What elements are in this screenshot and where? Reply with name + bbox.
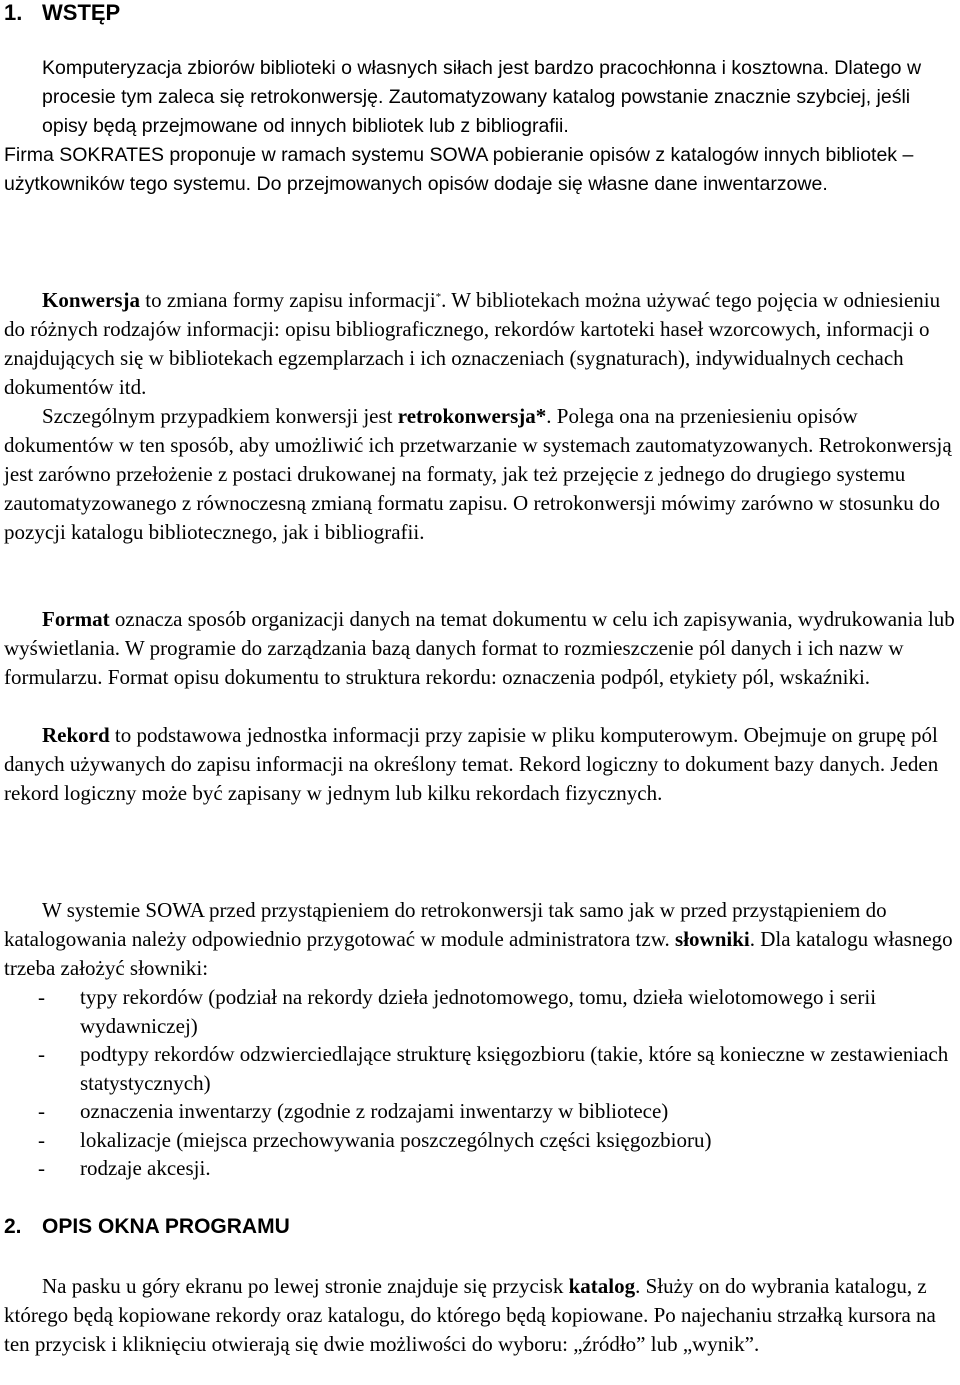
retrokonwersja-term: retrokonwersja*	[397, 404, 547, 428]
konwersja-paragraph: Konwersja to zmiana formy zapisu informacji*. W bibliotekach można używać tego pojęcia w odniesieniu do różnych rodzajów informacji: opisu bibliograficznego, rekordów kartoteki haseł wzorcowych, informacji o znajdujących się w bibliotekach egzemplarzach i ich oznaczeniach (sygnaturach), indywidualnych cechach dokumentów itd.	[4, 288, 941, 399]
list-item: - oznaczenia inwentarzy (zgodnie z rodzajami inwentarzy w bibliotece)	[38, 1099, 669, 1123]
list-item: - lokalizacje (miejsca przechowywania poszczególnych części księgozbioru)	[38, 1127, 712, 1152]
format-term: Format	[42, 607, 110, 631]
section-1-heading	[4, 0, 120, 26]
sowa-paragraph: W systemie SOWA przed przystąpieniem do retrokonwersji tak samo jak w przed przystąpieniem do katalogowania należy odpowiednio przygotować w module administratora tzw. słowniki. Dla katalogu własnego trzeba założyć słowniki:	[4, 898, 953, 980]
footnote-mark: *	[435, 291, 442, 303]
list-item: - rodzaje akcesji.	[38, 1156, 211, 1180]
konwersja-term: Konwersja	[42, 288, 140, 312]
section-2-heading	[4, 1214, 290, 1240]
section-2-number: 2.	[4, 1215, 22, 1238]
rekord-paragraph: Rekord to podstawowa jednostka informacji przy zapisie w pliku komputerowym. Obejmuje on grupę pól danych używanych do zapisu informacji na określony temat. Rekord logiczny to dokument bazy danych. Jeden rekord logiczny może być zapisany w jednym lub kilku rekordach fizycznych.	[4, 723, 939, 805]
retrokonwersja-paragraph: Szczególnym przypadkiem konwersji jest retrokonwersja*. Polega ona na przeniesieniu opisów dokumentów w ten sposób, aby umożliwić ich przetwarzanie w systemach zautomatyzowanych. Retrokonwersją jest zarówno przełożenie z postaci drukowanej na formaty, jak też przejęcie z jednego do drugiego systemu zautomatyzowanego z równoczesną zmianą formatu zapisu. O retrokonwersji mówimy zarówno w stosunku do pozycji katalogu bibliotecznego, jak i bibliografii.	[4, 404, 952, 544]
list-item: - typy rekordów (podział na rekordy dzieła jednotomowego, tomu, dzieła wielotomowego i serii wydawniczej)	[38, 985, 877, 1038]
intro-paragraph-1: Komputeryzacja zbiorów biblioteki o własnych siłach jest bardzo pracochłonna i kosztowna. Dlatego w procesie tym zaleca się retrokonwersję. Zautomatyzowany katalog powstanie znacznie szybciej, jeśli opisy będą przejmowane od innych bibliotek lub z bibliografii.	[42, 57, 922, 137]
section-1-number: 1.	[4, 0, 23, 25]
slowniki-term: słowniki	[675, 927, 750, 951]
opis-paragraph: Na pasku u góry ekranu po lewej stronie znajduje się przycisk katalog. Służy on do wybrania katalogu, z którego będą kopiowane rekordy oraz katalogu, do którego będą kopiowane. Po najechaniu strzałką kursora na ten przycisk i kliknięciu otwierają się dwie możliwości do wyboru: „źródło” lub „wynik”.	[4, 1274, 936, 1356]
rekord-term: Rekord	[42, 723, 110, 747]
dictionary-list	[4, 983, 956, 1183]
section-1-title: WSTĘP	[42, 0, 121, 25]
katalog-term: katalog	[568, 1274, 636, 1298]
intro-paragraph-2: Firma SOKRATES proponuje w ramach systemu SOWA pobieranie opisów z katalogów innych bibliotek – użytkowników tego systemu. Do przejmowanych opisów dodaje się własne dane inwentarzowe.	[4, 144, 914, 195]
list-item: - podtypy rekordów odzwierciedlające strukturę księgozbioru (takie, które są konieczne w zestawieniach statystycznych)	[38, 1042, 949, 1095]
format-paragraph: Format oznacza sposób organizacji danych na temat dokumentu w celu ich zapisywania, wydrukowania lub wyświetlania. W programie do zarządzania bazą danych format to rozmieszczenie pól danych i ich nazw w formularzu. Format opisu dokumentu to struktura rekordu: oznaczenia podpól, etykiety pól, wskaźniki.	[4, 607, 955, 689]
section-2-title: OPIS OKNA PROGRAMU	[42, 1215, 290, 1238]
intro-block	[4, 54, 956, 199]
